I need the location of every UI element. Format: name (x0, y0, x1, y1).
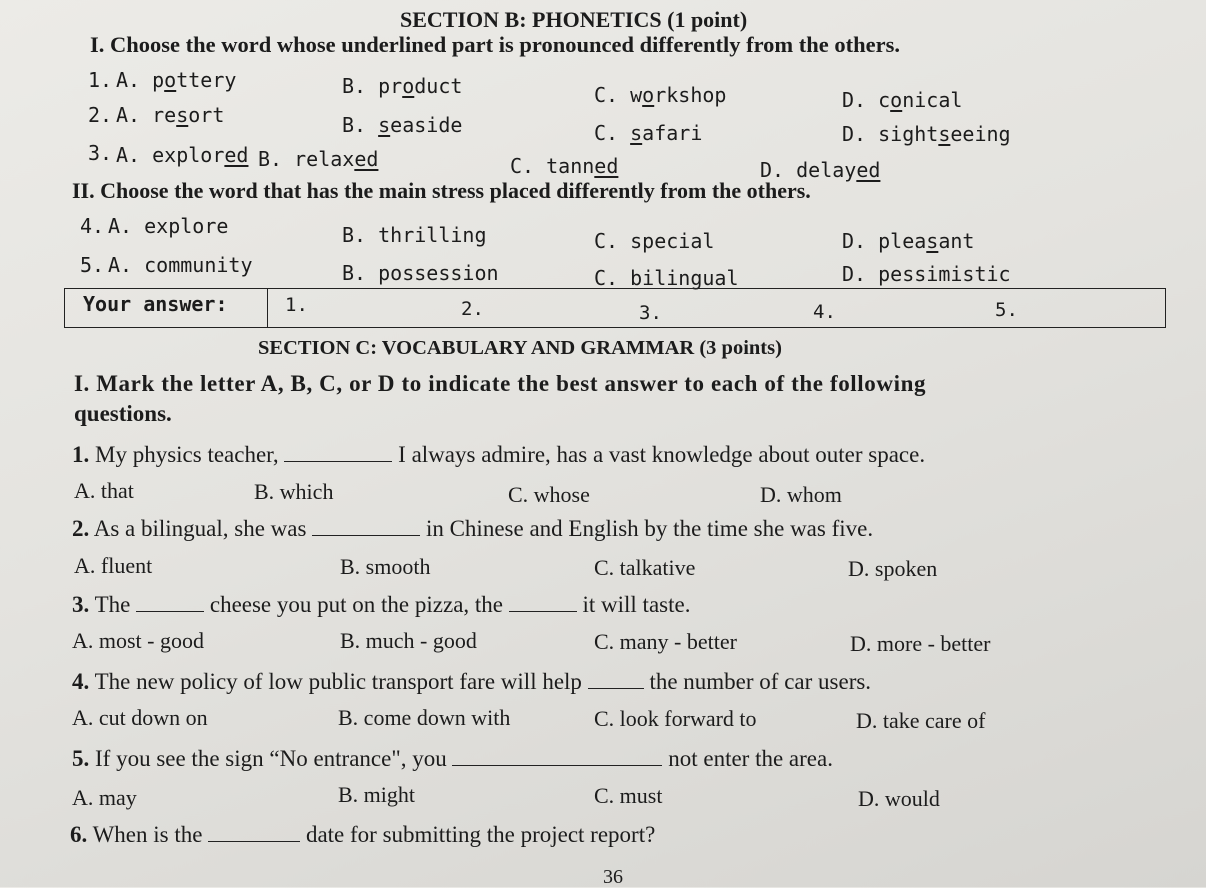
option: B. thrilling (342, 223, 487, 247)
option: C. safari (594, 121, 703, 145)
option-d: D. take care of (856, 708, 986, 733)
question-stem: 6. When is the date for submitting the project report? (70, 822, 656, 847)
section-b-part1-instruction: I. Choose the word whose underlined part is pronounced differently from the others. (90, 32, 901, 57)
option-a: A. fluent (74, 553, 153, 578)
option: C. special (594, 229, 715, 253)
option: B. relaxed (258, 147, 379, 171)
question-stem: 5. If you see the sign “No entrance", you not enter the area. (72, 746, 833, 771)
section-b-part2-instruction: II. Choose the word that has the main stress placed differently from the others. (72, 178, 811, 203)
option-c: C. must (594, 783, 663, 808)
option-a: A. that (74, 478, 134, 503)
option: D. conical (842, 88, 963, 112)
question-number: 3. (88, 141, 113, 165)
answer-blank (509, 610, 577, 612)
answer-blank (588, 687, 644, 689)
option: A. explored (116, 143, 249, 167)
answer-cell[interactable]: 1. (285, 294, 308, 316)
answer-cell[interactable]: 3. (639, 302, 662, 324)
option: C. workshop (594, 83, 727, 107)
answer-blank (452, 764, 662, 766)
section-b-title: SECTION B: PHONETICS (1 point) (400, 7, 748, 32)
question-stem: 3. The cheese you put on the pizza, the it will taste. (72, 592, 691, 617)
option-c: C. look forward to (594, 706, 757, 731)
option-a: A. cut down on (72, 705, 208, 730)
section-c-title: SECTION C: VOCABULARY AND GRAMMAR (3 points) (258, 337, 782, 359)
answer-cell[interactable]: 5. (995, 299, 1018, 321)
option-a: A. may (72, 785, 137, 810)
option-a: A. most - good (72, 628, 204, 653)
option-b: B. much - good (340, 628, 477, 653)
answer-blank (284, 460, 392, 462)
option: C. bilingual (594, 266, 739, 290)
answer-cell[interactable]: 2. (461, 298, 484, 320)
answer-blank (136, 610, 204, 612)
option: B. possession (342, 261, 499, 285)
answer-label: Your answer: (83, 292, 228, 316)
option: D. pessimistic (842, 262, 1011, 286)
option: A. resort (116, 103, 225, 127)
answer-cell[interactable]: 4. (813, 301, 836, 323)
option: B. seaside (342, 113, 463, 137)
option-b: B. might (338, 782, 416, 807)
option-d: D. more - better (850, 631, 991, 656)
table-divider (267, 289, 268, 327)
answer-blank (208, 840, 300, 842)
question-stem: 1. My physics teacher, I always admire, has a vast knowledge about outer space. (72, 442, 926, 467)
question-number: 4. (80, 214, 105, 238)
question-stem: 4. The new policy of low public transport fare will help the number of car users. (72, 669, 872, 694)
option: B. product (342, 74, 463, 98)
option-d: D. would (858, 786, 940, 811)
question-number: 5. (80, 253, 105, 277)
option-c: C. talkative (594, 555, 696, 580)
option: D. delayed (760, 158, 881, 182)
option-b: B. which (254, 479, 334, 504)
question-number: 2. (88, 103, 113, 127)
option-b: B. smooth (340, 554, 431, 579)
option: D. pleasant (842, 229, 975, 253)
option-c: C. many - better (594, 629, 737, 654)
answer-blank (312, 534, 420, 536)
option: A. community (108, 253, 253, 277)
option-d: D. whom (760, 482, 842, 507)
question-number: 1. (88, 68, 113, 92)
option: A. pottery (116, 68, 237, 92)
page-number: 36 (603, 866, 623, 888)
section-c-instruction-cont: questions. (74, 401, 172, 426)
option: C. tanned (510, 154, 619, 178)
option: D. sightseeing (842, 122, 1011, 146)
question-stem: 2. As a bilingual, she was in Chinese and English by the time she was five. (72, 516, 874, 541)
option: A. explore (108, 214, 229, 238)
option-c: C. whose (508, 482, 590, 507)
section-c-instruction: I. Mark the letter A, B, C, or D to indicate the best answer to each of the following (74, 371, 927, 396)
answer-table (64, 288, 1166, 328)
option-d: D. spoken (848, 556, 938, 581)
option-b: B. come down with (338, 705, 511, 730)
